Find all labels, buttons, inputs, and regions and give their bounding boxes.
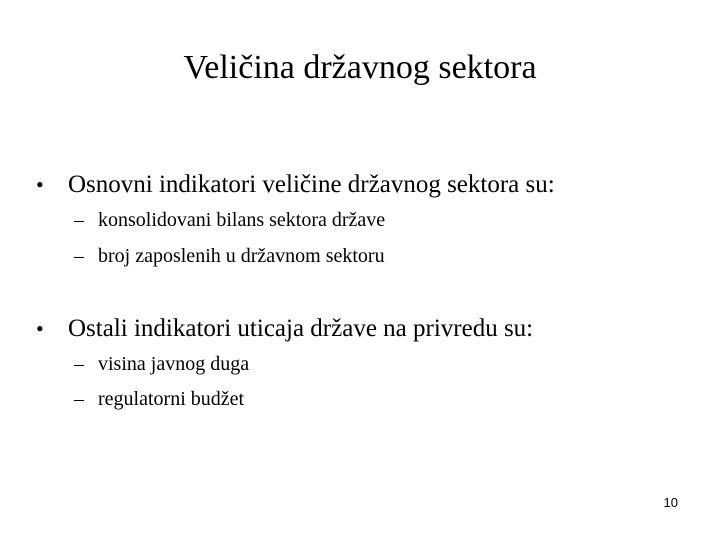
bullet-item-1 <box>36 170 555 200</box>
sub-dash: – <box>74 245 84 267</box>
sub-item-1-2 <box>74 244 385 268</box>
sub-item-2-2 <box>74 387 244 411</box>
sub-dash: – <box>74 353 84 375</box>
sub-item-1-1 <box>74 208 385 232</box>
bullet-item-2 <box>36 314 533 344</box>
bullet-text: Ostali indikatori uticaja države na privredu su: <box>68 315 534 342</box>
sub-text: broj zaposlenih u državnom sektoru <box>98 245 385 267</box>
sub-item-2-1 <box>74 352 249 376</box>
bullet-text: Osnovni indikatori veličine državnog sektora su: <box>68 171 555 198</box>
page-number: 10 <box>663 495 678 510</box>
sub-dash: – <box>74 388 84 410</box>
sub-text: regulatorni budžet <box>98 388 245 410</box>
slide-title: Veličina državnog sektora <box>183 49 537 86</box>
bullet-marker: • <box>36 316 44 341</box>
sub-text: konsolidovani bilans sektora države <box>98 209 386 231</box>
bullet-marker: • <box>36 172 44 197</box>
sub-dash: – <box>74 209 84 231</box>
sub-text: visina javnog duga <box>98 353 250 375</box>
